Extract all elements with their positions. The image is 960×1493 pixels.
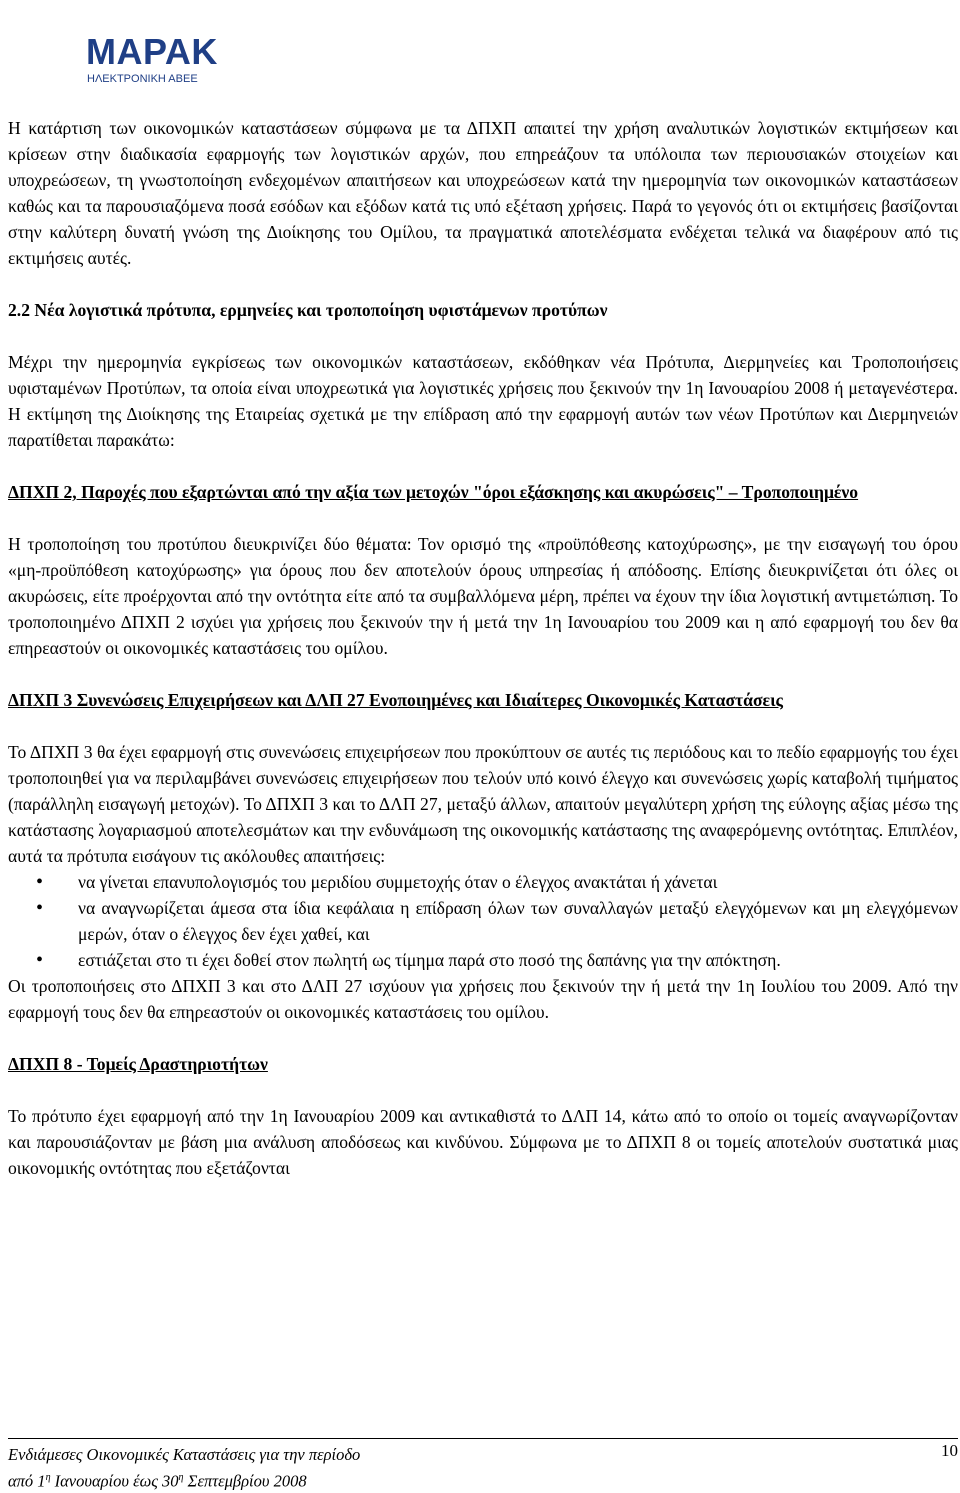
footer-text: Ιανουαρίου έως 30 xyxy=(50,1471,179,1491)
paragraph-estimates: Η κατάρτιση των οικονομικών καταστάσεων σύμφωνα με τα ΔΠΧΠ απαιτεί την χρήση αναλυτικών λογιστικών εκτιμήσεων και κρίσεων στην διαδικασία εφαρμογής των λογιστικών αρχών, που επηρεάζουν τα υπόλοιπα των περιουσιακών στοιχείων και υποχρεώσεων, τη γνωστοποίηση ενδεχομένων απαιτήσεων και υποχρεώσεων κατά την ημερομηνία των οικονομικών καταστάσεων καθώς και τα παρουσιαζόμενα ποσά εσόδων και εξόδων κατά τις υπό εξέταση χρήσεις. Παρά το γεγονός ότι οι εκτιμήσεις βασίζονται στην καλύτερη δυνατή γνώση της Διοίκησης του Ομίλου, τα πραγματικά αποτελέσματα ενδέχεται τελικά να διαφέρουν από τις εκτιμήσεις αυτές. xyxy=(8,118,958,268)
paragraph-ifrs-3-effective: Οι τροποποιήσεις στο ΔΠΧΠ 3 και στο ΔΛΠ 27 ισχύουν για χρήσεις που ξεκινούν την ή μετά την 1η Ιουλίου του 2009. Από την εφαρμογή τους δεν θα επηρεαστούν οι οικονομικές καταστάσεις του ομίλου. xyxy=(8,976,958,1022)
requirements-list xyxy=(8,869,958,973)
footer-line-1: Ενδιάμεσες Οικονομικές Καταστάσεις για την περίοδο xyxy=(8,1445,361,1464)
heading-ifrs-2: ΔΠΧΠ 2, Παροχές που εξαρτώνται από την αξία των μετοχών "όροι εξάσκησης και ακυρώσεις" – Τροποποιημένο xyxy=(8,482,859,502)
paragraph-ifrs-2: Η τροποποίηση του προτύπου διευκρινίζει δύο θέματα: Τον ορισμό της «προϋπόθεσης κατοχύρωσης», με την εισαγωγή του όρου «μη-προϋπόθεση κατοχύρωσης» για όρους που δεν αποτελούν όρους υπηρεσίας ή απόδοσης. Επίσης διευκρινίζεται ότι όλες οι ακυρώσεις, είτε προέρχονται από την οντότητα είτε από τα συμβαλλόμενα μέρη, πρέπει να έχουν την ίδια λογιστική αντιμετώπιση. Το τροποποιημένο ΔΠΧΠ 2 ισχύει για χρήσεις που ξεκινούν την ή μετά την 1η Ιανουαρίου του 2009 και η από εφαρμογή του δεν θα επηρεαστούν οι οικονομικές καταστάσεις του ομίλου. xyxy=(8,534,958,658)
list-item: • να αναγνωρίζεται άμεσα στα ίδια κεφάλαια η επίδραση όλων των συναλλαγών μεταξύ ελεγχόμενων και μη ελεγχόμενων μερών, όταν ο έλεγχος δεν έχει χαθεί, και xyxy=(8,895,958,947)
paragraph-ifrs-3: Το ΔΠΧΠ 3 θα έχει εφαρμογή στις συνενώσεις επιχειρήσεων που προκύπτουν σε αυτές τις περιόδους και το πεδίο εφαρμογής του έχει τροποποιηθεί για να περιλαμβάνει συνενώσεις επιχειρήσεων που τελούν υπό κοινό έλεγχο και συνενώσεις χωρίς καταβολή τιμήματος (παράλληλη εισαγωγή μετοχών). Το ΔΠΧΠ 3 και το ΔΛΠ 27, μεταξύ άλλων, απαιτούν μεγαλύτερη χρήση της εύλογης αξίας μέσω της κατάστασης λογαριασμού αποτελεσμάτων και την ενδυνάμωση της οικονομικής κατάστασης της αναφερόμενης οντότητας. Επιπλέον, αυτά τα πρότυπα εισάγουν τις ακόλουθες απαιτήσεις: xyxy=(8,742,958,866)
footer-line-2 xyxy=(8,1466,360,1493)
marak-logo-icon xyxy=(8,10,82,86)
footer-period xyxy=(8,1443,360,1493)
list-item: • εστιάζεται στο τι έχει δοθεί στον πωλητή ως τίμημα παρά στο ποσό της δαπάνης για την απόκτηση. xyxy=(8,947,958,973)
page-footer xyxy=(8,1438,958,1491)
page-number: 10 xyxy=(941,1441,958,1460)
heading-ifrs-3: ΔΠΧΠ 3 Συνενώσεις Επιχειρήσεων και ΔΛΠ 27 Ενοποιημένες και Ιδιαίτερες Οικονομικές Καταστάσεις xyxy=(8,690,783,710)
footer-text: από 1 xyxy=(8,1471,46,1491)
company-logo xyxy=(8,10,248,86)
footer-sup: η xyxy=(178,1472,184,1483)
company-name: ΜΑΡΑΚ xyxy=(86,31,218,72)
footer-text: Σεπτεμβρίου 2008 xyxy=(183,1471,307,1491)
footer-sup: η xyxy=(45,1472,51,1483)
paragraph-ifrs-8: Το πρότυπο έχει εφαρμογή από την 1η Ιανουαρίου 2009 και αντικαθιστά το ΔΛΠ 14, κάτω από το οποίο οι τομείς αναγνωρίζονταν και παρουσιάζονταν με βάση μια ανάλυση αποδόσεως και κινδύνου. Σύμφωνα με το ΔΠΧΠ 8 οι τομείς αποτελούν συστατικά μιας οικονομικής οντότητας που εξετάζονται xyxy=(8,1106,958,1178)
document-body xyxy=(8,115,958,1181)
paragraph-new-standards: Μέχρι την ημερομηνία εγκρίσεως των οικονομικών καταστάσεων, εκδόθηκαν νέα Πρότυπα, Διερμηνείες και Τροποποιήσεις υφισταμένων Προτύπων, τα οποία είναι υποχρεωτικά για λογιστικές χρήσεις που ξεκινούν την 1η Ιανουαρίου 2008 ή μεταγενέστερα. Η εκτίμηση της Διοίκησης της Εταιρείας σχετικά με την επίδραση από την εφαρμογή αυτών των νέων Προτύπων και Διερμηνειών παρατίθεται παρακάτω: xyxy=(8,352,958,450)
company-subtitle: ΗΛΕΚΤΡΟΝΙΚΗ ΑΒΕΕ xyxy=(87,73,198,85)
list-item: • να γίνεται επανυπολογισμός του μεριδίου συμμετοχής όταν ο έλεγχος ανακτάται ή χάνεται xyxy=(8,869,958,895)
heading-ifrs-8: ΔΠΧΠ 8 - Τομείς Δραστηριοτήτων xyxy=(8,1054,268,1074)
section-heading-2-2: 2.2 Νέα λογιστικά πρότυπα, ερμηνείες και τροποποίηση υφιστάμενων προτύπων xyxy=(8,300,608,320)
